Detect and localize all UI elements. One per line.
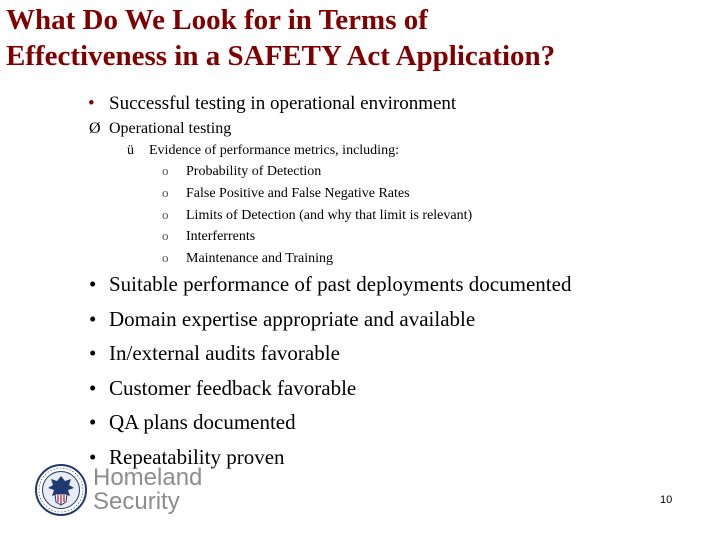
bullet-marker: • xyxy=(89,341,97,366)
criteria-text: QA plans documented xyxy=(109,410,296,435)
criteria-item xyxy=(89,302,571,337)
metric-item xyxy=(162,226,472,248)
bullet-marker: • xyxy=(89,410,97,435)
metric-text: Limits of Detection (and why that limit is relevant) xyxy=(186,207,473,223)
dhs-seal-icon xyxy=(35,464,87,516)
circle-bullet-icon: o xyxy=(162,184,169,200)
circle-bullet-icon: o xyxy=(162,163,169,178)
criteria-item xyxy=(89,267,571,302)
logo-line-1: Homeland xyxy=(93,464,203,491)
bullet-marker: • xyxy=(89,272,97,296)
logo-line-2: Security xyxy=(93,488,180,515)
bullet-text: Successful testing in operational environment xyxy=(109,93,457,114)
slide-title-line-2: Effectiveness in a SAFETY Act Application? xyxy=(6,40,556,72)
sub-bullet-text: Operational testing xyxy=(109,120,232,137)
sub-bullet-evidence xyxy=(127,140,399,161)
criteria-list xyxy=(89,267,571,475)
arrow-bullet-icon: Ø xyxy=(89,120,101,137)
criteria-item xyxy=(89,371,571,406)
metric-item xyxy=(162,183,472,205)
metric-text: Maintenance and Training xyxy=(186,251,333,267)
circle-bullet-icon: o xyxy=(162,250,169,266)
homeland-security-logo xyxy=(35,464,215,520)
sub-bullet-text: Evidence of performance metrics, including: xyxy=(149,143,399,158)
criteria-item xyxy=(89,336,571,371)
metric-text: Interferrents xyxy=(186,229,256,245)
metrics-list xyxy=(162,161,472,270)
metric-item xyxy=(162,205,472,227)
bullet-marker: • xyxy=(88,93,95,114)
criteria-text: Domain expertise appropriate and available xyxy=(109,306,476,331)
metric-text: Probability of Detection xyxy=(186,164,322,179)
check-bullet-icon: ü xyxy=(127,143,134,158)
logo-wordmark xyxy=(93,466,202,514)
slide-title-line-1: What Do We Look for in Terms of xyxy=(6,4,428,36)
metric-text: False Positive and False Negative Rates xyxy=(186,185,410,201)
bullet-marker: • xyxy=(89,375,97,400)
bullet-successful-testing xyxy=(88,92,456,116)
criteria-text: In/external audits favorable xyxy=(109,341,340,366)
criteria-text: Suitable performance of past deployments documented xyxy=(109,272,572,296)
criteria-item xyxy=(89,405,571,440)
circle-bullet-icon: o xyxy=(162,206,169,222)
criteria-text: Repeatability proven xyxy=(109,444,285,469)
criteria-text: Customer feedback favorable xyxy=(109,375,357,400)
sub-bullet-operational-testing xyxy=(89,118,231,140)
circle-bullet-icon: o xyxy=(162,228,169,244)
metric-item xyxy=(162,161,472,183)
bullet-marker: • xyxy=(89,444,97,469)
bullet-marker: • xyxy=(89,306,97,331)
slide-title xyxy=(6,2,718,74)
page-number: 10 xyxy=(660,494,673,506)
